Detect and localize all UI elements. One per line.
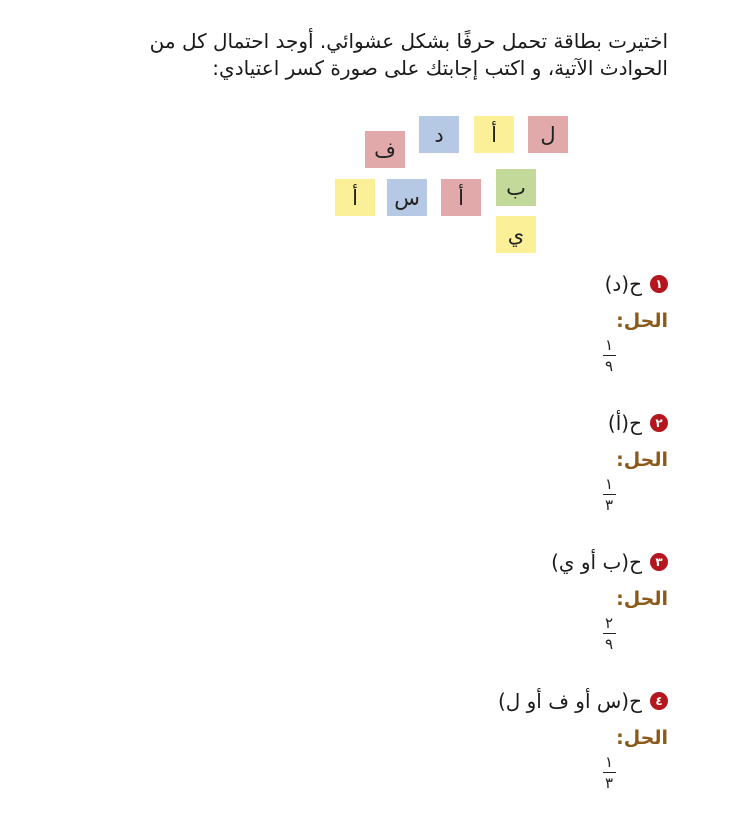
question-number-badge: ١ [650, 275, 668, 293]
letter-card: أ [335, 179, 375, 216]
letter-card: ف [365, 131, 405, 168]
fraction-answer [602, 337, 616, 374]
fraction-numerator: ١ [604, 475, 614, 493]
problem-line-1: اختيرت بطاقة تحمل حرفًا بشكل عشوائي. أوجد احتمال كل من [149, 29, 668, 53]
question-number-badge: ٢ [650, 414, 668, 432]
fraction-bar [603, 355, 616, 356]
solution-label: الحل: [616, 588, 668, 610]
fraction-numerator: ١ [604, 336, 614, 354]
letter-card: ي [496, 216, 536, 253]
fraction-bar [603, 494, 616, 495]
question-number-badge: ٣ [650, 553, 668, 571]
letter-card: د [419, 116, 459, 153]
fraction-denominator: ٣ [604, 496, 614, 514]
question-expression: ح(س أو ف أو ل) [497, 689, 642, 713]
question-2 [608, 411, 668, 435]
question-expression: ح(أ) [607, 411, 642, 435]
question-1 [605, 272, 668, 296]
letter-card: ب [496, 169, 536, 206]
fraction-answer [602, 615, 616, 652]
fraction-bar [603, 772, 616, 773]
problem-statement [88, 28, 668, 82]
fraction-denominator: ٩ [604, 357, 614, 375]
problem-line-2: الحوادث الآتية، و اكتب إجابتك على صورة كسر اعتيادي: [212, 56, 668, 80]
question-expression: ح(ب أو ي) [551, 550, 642, 574]
solution-label: الحل: [616, 449, 668, 471]
question-4 [498, 689, 668, 713]
fraction-denominator: ٩ [604, 635, 614, 653]
fraction-numerator: ١ [604, 753, 614, 771]
letter-card: ل [528, 116, 568, 153]
question-3 [551, 550, 668, 574]
letter-card: س [387, 179, 427, 216]
question-number-badge: ٤ [650, 692, 668, 710]
fraction-bar [603, 633, 616, 634]
fraction-answer [602, 754, 616, 791]
fraction-denominator: ٣ [604, 774, 614, 792]
fraction-answer [602, 476, 616, 513]
solution-label: الحل: [616, 727, 668, 749]
question-expression: ح(د) [604, 272, 642, 296]
letter-card: أ [474, 116, 514, 153]
fraction-numerator: ٢ [604, 614, 614, 632]
letter-card: أ [441, 179, 481, 216]
solution-label: الحل: [616, 310, 668, 332]
